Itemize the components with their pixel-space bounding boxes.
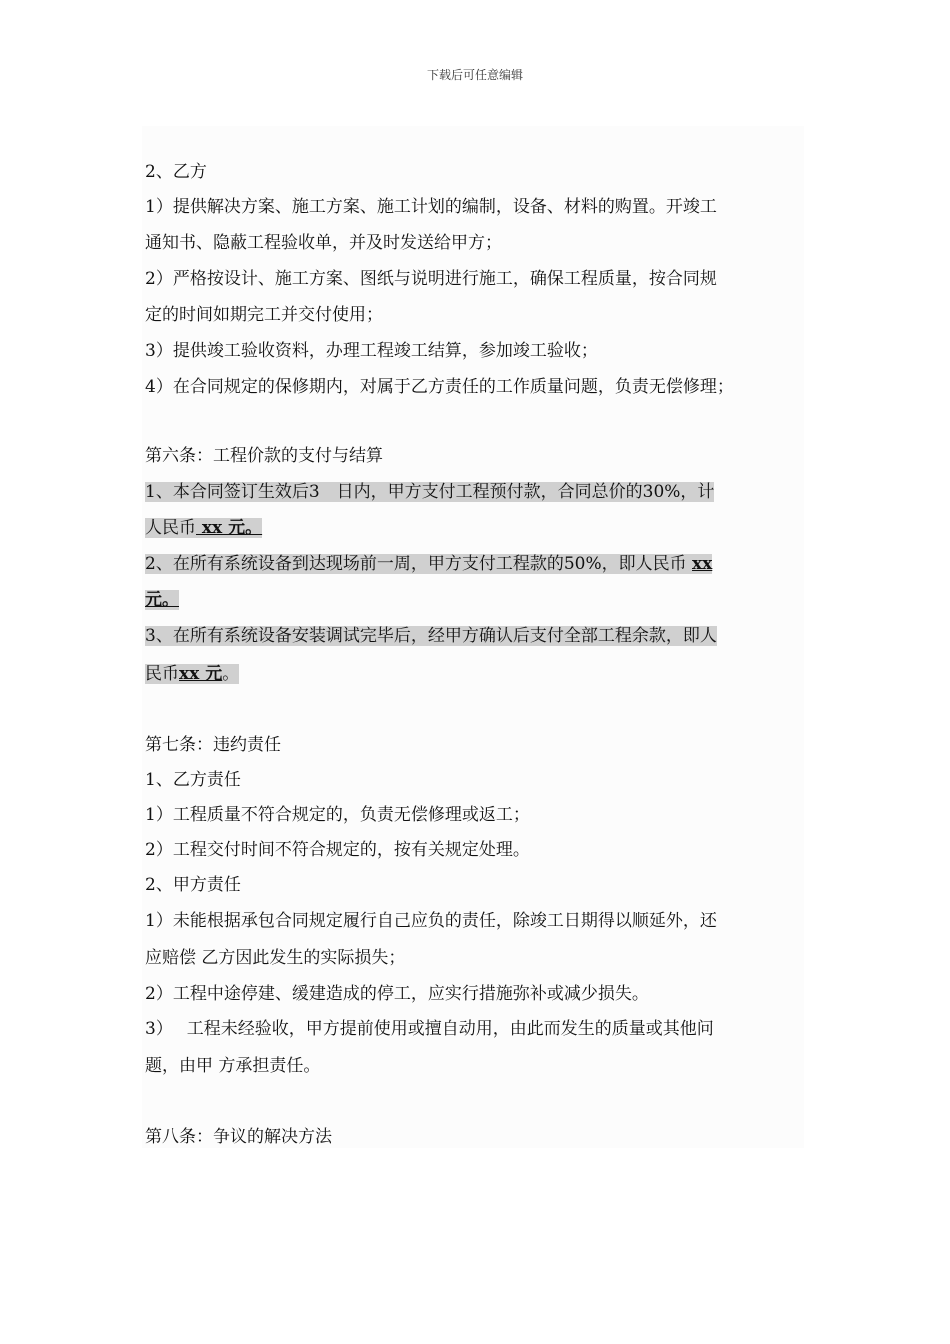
paragraph: 3） 工程未经验收，甲方提前使用或擅自动用，由此而发生的质量或其他问 [145,1019,714,1039]
article-6-title: 第六条：工程价款的支付与结算 [145,446,383,466]
highlighted-text [145,518,262,538]
text: 民币 [145,664,179,684]
subsection-title: 1、乙方责任 [145,770,241,790]
article-8-title: 第八条：争议的解决方法 [145,1127,332,1147]
paragraph: 2）工程中途停建、缓建造成的停工，应实行措施弥补或减少损失。 [145,984,649,1004]
highlighted-text [145,590,179,610]
subsection-title: 2、甲方责任 [145,875,241,895]
paragraph: 4）在合同规定的保修期内，对属于乙方责任的工作质量问题，负责无偿修理； [145,377,734,397]
paragraph: 1）未能根据承包合同规定履行自己应负的责任，除竣工日期得以顺延外，还 [145,911,717,931]
payment-clause-2b [145,587,179,613]
highlighted-text: 3、在所有系统设备安装调试完毕后，经甲方确认后支付全部工程余款，即人 [145,626,717,646]
amount-field: xx [692,554,713,574]
text: 2、在所有系统设备到达现场前一周，甲方支付工程款的50%，即人民币 [145,554,693,574]
payment-clause-1a [145,479,714,505]
paragraph: 1）工程质量不符合规定的，负责无偿修理或返工； [145,805,530,825]
section-title-party-b: 2、乙方 [145,162,207,182]
highlighted-text: 1、本合同签订生效后3 日内，甲方支付工程预付款，合同总价的30%，计 [145,482,715,502]
payment-clause-2a [145,551,712,577]
paragraph: 定的时间如期完工并交付使用； [145,305,383,325]
payment-clause-3b [145,661,239,687]
paragraph: 1）提供解决方案、施工方案、施工计划的编制，设备、材料的购置。开竣工 [145,197,717,217]
paragraph: 题，由甲 方承担责任。 [145,1056,321,1076]
payment-clause-3a [145,623,717,649]
highlighted-text [145,554,712,574]
paragraph: 3）提供竣工验收资料，办理工程竣工结算，参加竣工验收； [145,341,598,361]
highlighted-text [145,664,239,684]
amount-field: 元。 [145,590,179,610]
payment-clause-1b [145,515,262,541]
paragraph: 通知书、隐蔽工程验收单，并及时发送给甲方； [145,233,502,253]
paragraph: 应赔偿 乙方因此发生的实际损失； [145,948,406,968]
text: 人民币 [145,518,196,538]
paragraph: 2）工程交付时间不符合规定的，按有关规定处理。 [145,840,530,860]
text: 。 [222,664,240,684]
paragraph: 2）严格按设计、施工方案、图纸与说明进行施工，确保工程质量，按合同规 [145,269,717,289]
amount-field: xx 元 [179,664,223,684]
article-7-title: 第七条：违约责任 [145,735,281,755]
amount-field: xx 元。 [196,518,263,538]
page-header: 下载后可任意编辑 [426,68,523,82]
